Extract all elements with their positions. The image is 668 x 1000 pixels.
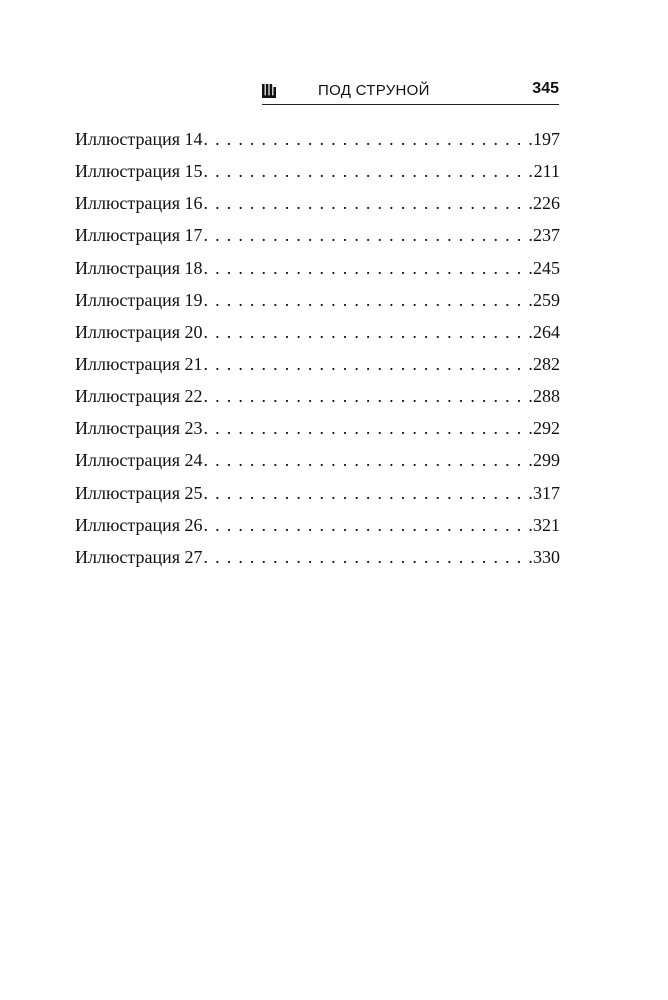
toc-entry-page: 197 [533, 129, 560, 149]
toc-entry-label: Иллюстрация 25 [75, 482, 203, 503]
toc-entry-page: 259 [533, 289, 560, 310]
toc-entry-page: 245 [533, 257, 560, 278]
toc-entry-page: 330 [533, 546, 560, 567]
dot-leader [204, 126, 532, 152]
toc-entry-label: Иллюстрация 21 [75, 353, 203, 374]
dot-leader [204, 190, 532, 216]
toc-entry-page: 299 [533, 450, 560, 471]
toc-entry-label: Иллюстрация 27 [75, 546, 203, 567]
dot-leader [204, 158, 533, 184]
dot-leader [204, 544, 532, 570]
toc-entry-label: Иллюстрация 22 [75, 386, 203, 407]
publisher-logo-icon [262, 84, 276, 98]
toc-entry-page: 237 [533, 225, 560, 246]
toc-entry-illustration-15 [75, 158, 560, 190]
toc-entry-page: 321 [533, 514, 560, 535]
dot-leader [204, 447, 532, 473]
toc-entry-page: 282 [533, 353, 560, 374]
toc-entry-illustration-20 [75, 319, 560, 351]
toc-entry-label: Иллюстрация 15 [75, 161, 203, 182]
dot-leader [204, 222, 532, 248]
toc-entry-label: Иллюстрация 16 [75, 193, 203, 214]
dot-leader [204, 415, 532, 441]
toc-entry-illustration-22 [75, 383, 560, 415]
toc-entry-illustration-18 [75, 255, 560, 287]
page-number: 345 [532, 80, 559, 97]
toc-entry-label: Иллюстрация 24 [75, 450, 203, 471]
dot-leader [204, 287, 532, 313]
toc-entry-label: Иллюстрация 20 [75, 321, 203, 342]
toc-entry-illustration-16 [75, 190, 560, 222]
toc-entry-illustration-27 [75, 544, 560, 576]
dot-leader [204, 255, 532, 281]
toc-entry-label: Иллюстрация 17 [75, 225, 203, 246]
toc-entry-illustration-25 [75, 480, 560, 512]
toc-entry-page: 226 [533, 193, 560, 214]
dot-leader [204, 383, 532, 409]
toc-entry-page: 292 [533, 418, 560, 439]
running-title: ПОД СТРУНОЙ [318, 82, 430, 99]
toc-entry-page: 264 [533, 321, 560, 342]
toc-entry-illustration-24 [75, 447, 560, 479]
dot-leader [204, 319, 532, 345]
table-of-contents [75, 126, 560, 576]
dot-leader [204, 351, 532, 377]
dot-leader [204, 512, 532, 538]
toc-entry-label: Иллюстрация 18 [75, 257, 203, 278]
toc-entry-illustration-14 [75, 126, 560, 158]
toc-entry-page: 288 [533, 386, 560, 407]
toc-entry-page: 317 [533, 482, 560, 503]
toc-entry-illustration-21 [75, 351, 560, 383]
toc-entry-page: 211 [533, 161, 560, 182]
toc-entry-label: Иллюстрация 19 [75, 289, 203, 310]
toc-entry-label: Иллюстрация 26 [75, 514, 203, 535]
toc-entry-illustration-26 [75, 512, 560, 544]
toc-entry-illustration-23 [75, 415, 560, 447]
toc-entry-illustration-17 [75, 222, 560, 254]
toc-entry-label: Иллюстрация 14 [75, 129, 203, 149]
running-header [262, 80, 559, 105]
dot-leader [204, 480, 532, 506]
toc-entry-label: Иллюстрация 23 [75, 418, 203, 439]
toc-entry-illustration-19 [75, 287, 560, 319]
